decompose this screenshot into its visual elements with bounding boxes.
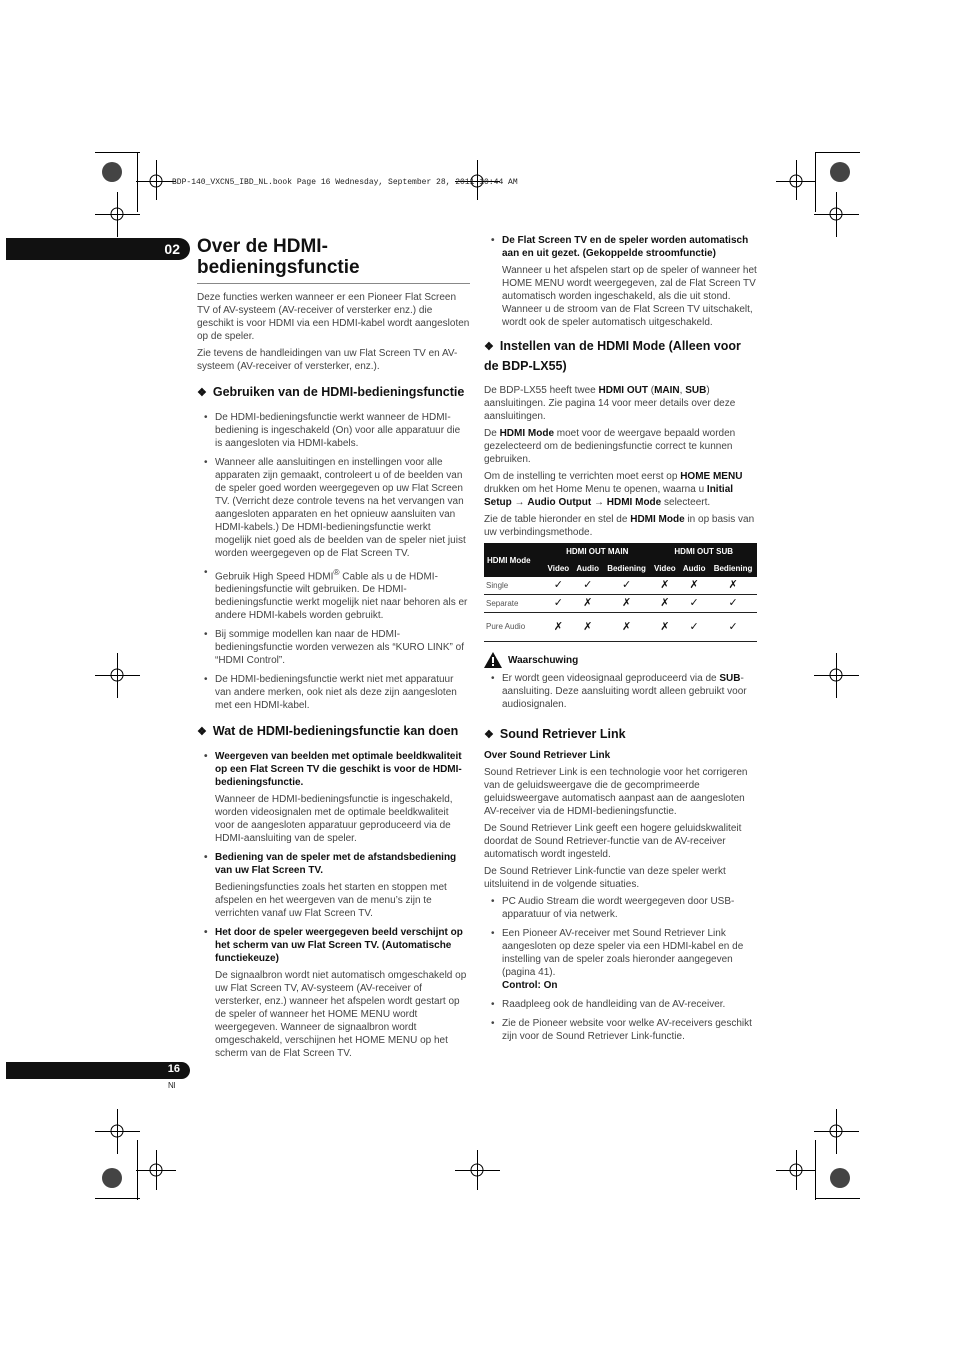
table-header-sub: HDMI OUT SUB [650, 543, 757, 560]
table-cell: ✗ [650, 577, 679, 595]
table-cell: ✓ [679, 613, 709, 642]
table-cell: ✗ [573, 595, 603, 613]
table-cell: ✗ [603, 595, 651, 613]
row-label: Pure Audio [484, 613, 544, 642]
diamond-icon: ❖ [197, 387, 207, 399]
table-cell: ✗ [603, 613, 651, 642]
sound-retriever-paragraph-1: Sound Retriever Link is een technologie voor het corrigeren van de geluidsweergave die de gecomprimeerde geluidsweergave automatisch aanpast aan de aangesloten AV-receiver via de HDMI-bedieningsfunctie. [484, 767, 748, 817]
table-cell: ✗ [679, 577, 709, 595]
section-heading-wat [197, 722, 470, 742]
list-item-text: Gebruik High Speed HDMI [215, 571, 334, 583]
table-subheader: Bediening [603, 560, 651, 577]
table-cell: ✓ [679, 595, 709, 613]
list-item: • Een Pioneer AV-receiver met Sound Retriever Link aangesloten op deze speler via een HDMI-kabel en de instelling van de speler zoals hieronder aangegeven (pagina 41). Control: On [484, 927, 757, 992]
row-label: Separate [484, 595, 544, 613]
section-heading-sound-retriever [484, 725, 757, 745]
table-header-mode: HDMI Mode [484, 543, 544, 577]
table-row [484, 613, 757, 642]
feature-body: Wanneer de HDMI-bedieningsfunctie is ingeschakeld, worden videosignalen met de optimale beeldkwaliteit voor de aangesloten apparatuur geproduceerd via de HDMI-aansluiting van de speler. [215, 794, 453, 845]
hdmi-mode-paragraph-2: De HDMI Mode moet voor de weergave bepaald worden gezelecteerd om de bedieningsfunctie correct te kunnen gebruiken. [484, 428, 736, 465]
row-label: Single [484, 577, 544, 595]
section-heading-text: Gebruiken van de HDMI-bedieningsfunctie [212, 385, 465, 399]
table-subheader: Video [544, 560, 573, 577]
sound-retriever-paragraph-2: De Sound Retriever Link geeft een hogere geluidskwaliteit doordat de Sound Retriever-functie van de AV-receiver automatisch wordt ingesteld. [484, 823, 742, 860]
feature-title: • Bediening van de speler met de afstandsbediening van uw Flat Screen TV. [197, 851, 470, 877]
hdmi-mode-paragraph-1: De BDP-LX55 heeft twee HDMI OUT (MAIN, SUB) aansluitingen. Zie pagina 14 voor meer details over deze aansluitingen. [484, 385, 736, 422]
table-header-main: HDMI OUT MAIN [544, 543, 650, 560]
section-heading-hdmi-mode [484, 337, 757, 376]
control-setting: Control: On [502, 980, 558, 991]
diamond-icon: ❖ [484, 341, 494, 353]
feature-title: • De Flat Screen TV en de speler worden automatisch aan en uit gezet. (Gekoppelde stroomfunctie) [484, 234, 757, 260]
warning-heading [484, 652, 757, 668]
feature-title: • Het door de speler weergegeven beeld verschijnt op het scherm van uw Flat Screen TV. (Automatische functiekeuze) [197, 926, 470, 965]
table-cell: ✗ [650, 595, 679, 613]
list-item [197, 566, 470, 622]
intro-paragraph-2: Zie tevens de handleidingen van uw Flat Screen TV en AV-systeem (AV-receiver of versterker, enz.). [197, 348, 458, 372]
section-heading-gebruiken [197, 383, 470, 403]
list-item: • Raadpleeg ook de handleiding van de AV-receiver. [484, 998, 757, 1011]
diamond-icon: ❖ [197, 726, 207, 739]
right-column [484, 234, 757, 1049]
page-title: Over de HDMI-bedieningsfunctie [197, 236, 360, 278]
hdmi-mode-paragraph-4: Zie de table hieronder en stel de HDMI Mode in op basis van uw verbindingsmethode. [484, 514, 755, 538]
list-item: • Zie de Pioneer website voor welke AV-receivers geschikt zijn voor de Sound Retriever Link-functie. [484, 1017, 757, 1043]
section-heading-text: Wat de HDMI-bedieningsfunctie kan doen [212, 724, 459, 739]
features-list [197, 750, 470, 789]
left-column [197, 236, 470, 1066]
table-cell: ✓ [544, 577, 573, 595]
table-cell: ✓ [709, 613, 757, 642]
feature-body: Wanneer u het afspelen start op de speler of wanneer het HOME MENU wordt weergegeven, zal de Flat Screen TV automatisch worden ingeschakeld, als die uit stond. Wanneer u de stroom van de Flat Screen TV uitschakelt, wordt ook de speler automatisch uitgeschakeld. [502, 265, 757, 328]
hdmi-mode-paragraph-3: Om de instelling te verrichten moet eerst op HOME MENU drukken om het Home Menu te openen, waarna u Initial Setup → Audio Output → HDMI Mode selecteert. [484, 471, 743, 508]
features-list [484, 234, 757, 260]
warning-list [484, 672, 757, 711]
diamond-icon: ❖ [484, 729, 494, 741]
usage-list [197, 411, 470, 712]
list-item: • De HDMI-bedieningsfunctie werkt niet met apparatuur van andere merken, ook niet als deze zijn aangesloten met een HDMI-kabel. [197, 673, 470, 712]
sound-retriever-paragraph-3: De Sound Retriever Link-functie van deze speler werkt uitsluitend in de volgende situaties. [484, 866, 726, 890]
page-number-tab [6, 1062, 190, 1079]
feature-body: De signaalbron wordt niet automatisch omgeschakeld op uw Flat Screen TV, AV-systeem (AV-receiver of versterker, enz.) wanneer het afspelen wordt gestart op de speler of wanneer het HOME MENU wordt weergegeven. Wanneer de signaalbron wordt omgeschakeld, verschijnen het HOME MENU op het scherm van de Flat Screen TV. [215, 970, 467, 1060]
table-cell: ✗ [544, 613, 573, 642]
hdmi-mode-table [484, 543, 757, 642]
list-item: • PC Audio Stream die wordt weergegeven door USB-apparatuur of via netwerk. [484, 895, 757, 921]
table-subheader: Video [650, 560, 679, 577]
table-cell: ✓ [544, 595, 573, 613]
section-heading-text: Instellen van de HDMI Mode (Alleen voor de BDP-LX55) [484, 339, 741, 373]
warning-triangle-icon [484, 652, 502, 668]
list-item-text: Cable als u de HDMI-bedieningsfunctie wilt gebruiken. De HDMI-bedieningsfunctie werkt mogelijk niet naar behoren als er andere HDMI-kabels worden gebruikt. [215, 571, 468, 622]
sound-retriever-list [484, 895, 757, 1043]
registration-mark-icon: ® [333, 567, 340, 577]
table-cell: ✓ [603, 577, 651, 595]
list-item: • Bij sommige modellen kan naar de HDMI-bedieningsfunctie worden verwezen als “KURO LINK” of “HDMI Control”. [197, 628, 470, 667]
page-language: Nl [168, 1081, 176, 1090]
list-item: • Er wordt geen videosignaal geproduceerd via de SUB-aansluiting. Deze aansluiting wordt alleen gebruikt voor audiosignalen. [484, 672, 757, 711]
table-subheader: Audio [679, 560, 709, 577]
table-cell: ✓ [573, 577, 603, 595]
list-item: • Wanneer alle aansluitingen en instellingen voor alle apparaten zijn gemaakt, controleert u of de beelden van de speler goed worden weergegeven op uw Flat Screen TV. (Verricht deze controle tevens na het vervangen van aangesloten apparaten en het opnieuw aansluiten van HDMI-kabels.) De HDMI-bedieningsfunctie werkt mogelijk niet goed als de beelden van de speler niet juist worden weergegeven op de Flat Screen TV. [197, 456, 470, 560]
chapter-tab [6, 238, 190, 260]
table-cell: ✓ [709, 595, 757, 613]
chapter-number: 02 [164, 241, 180, 257]
table-cell: ✗ [573, 613, 603, 642]
table-cell: ✗ [709, 577, 757, 595]
feature-title: • Weergeven van beelden met optimale beeldkwaliteit op een Flat Screen TV die geschikt is voor de HDMI-bedieningsfunctie. [197, 750, 470, 789]
intro-paragraph-1: Deze functies werken wanneer er een Pioneer Flat Screen TV of AV-systeem (AV-receiver of versterker enz.) die geschikt is voor HDMI via een HDMI-kabel wordt aangesloten op de speler. [197, 292, 470, 342]
section-heading-text: Sound Retriever Link [499, 727, 626, 741]
print-info-line: BDP-140_VXCN5_IBD_NL.book Page 16 Wednesday, September 28, 2011 10:44 AM [172, 178, 518, 187]
table-row [484, 595, 757, 613]
title-rule [197, 283, 470, 284]
warning-title: Waarschuwing [508, 654, 579, 666]
table-subheader: Bediening [709, 560, 757, 577]
table-cell: ✗ [650, 613, 679, 642]
table-subheader: Audio [573, 560, 603, 577]
subheading: Over Sound Retriever Link [484, 750, 611, 761]
table-row [484, 577, 757, 595]
feature-body: Bedieningsfuncties zoals het starten en stoppen met afspelen en het weergeven van de menu’s zijn te verrichten vanaf uw Flat Screen TV. [215, 882, 447, 920]
list-item: • De HDMI-bedieningsfunctie werkt wanneer de HDMI-bediening is ingeschakeld (On) voor alle apparatuur die is aangesloten via HDMI-kabels. [197, 411, 470, 450]
features-list [197, 851, 470, 877]
features-list [197, 926, 470, 965]
page-number: 16 [167, 1063, 180, 1075]
